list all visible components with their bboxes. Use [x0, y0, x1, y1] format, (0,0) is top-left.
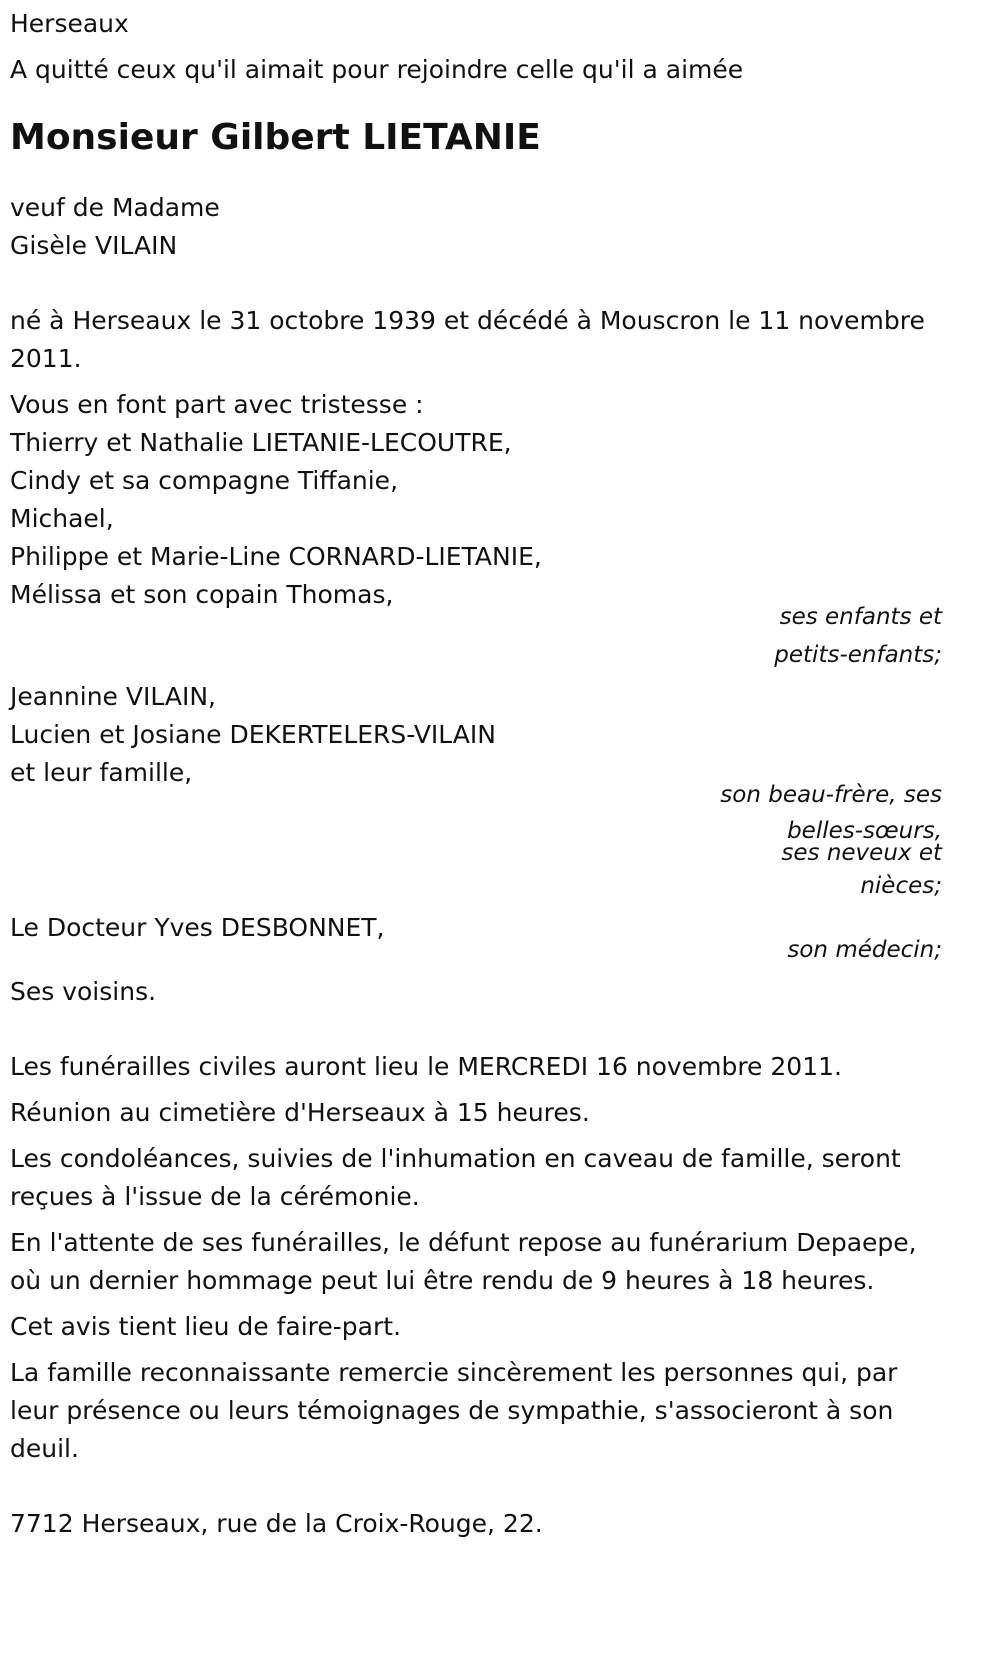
location-heading: Herseaux — [10, 9, 129, 38]
inlaws-role-4: nièces; — [860, 873, 942, 899]
condolences-text: Les condoléances, suivies de l'inhumation en caveau de famille, seront reçues à l'issue de la cérémonie. — [10, 1144, 901, 1211]
child-line: Thierry et Nathalie LIETANIE-LECOUTRE, — [10, 428, 512, 457]
child-line: Philippe et Marie-Line CORNARD-LIETANIE, — [10, 542, 542, 571]
widower-line-1: veuf de Madame — [10, 193, 220, 222]
subtitle-text: A quitté ceux qu'il aimait pour rejoindre celle qu'il a aimée — [10, 55, 744, 84]
inlaw-line: et leur famille, — [10, 758, 193, 787]
widower-line-2: Gisèle VILAIN — [10, 231, 178, 260]
inlaw-line: Lucien et Josiane DEKERTELERS-VILAIN — [10, 720, 496, 749]
child-line: Mélissa et son copain Thomas, — [10, 580, 394, 609]
neighbors-line: Ses voisins. — [10, 977, 157, 1006]
deceased-name: Monsieur Gilbert LIETANIE — [10, 117, 541, 158]
meeting-text: Réunion au cimetière d'Herseaux à 15 heures. — [10, 1098, 590, 1127]
inlaw-line: Jeannine VILAIN, — [10, 682, 216, 711]
doctor-line: Le Docteur Yves DESBONNET, — [10, 913, 385, 942]
children-role-1: ses enfants et — [779, 604, 942, 630]
inlaws-role-3: ses neveux et — [781, 840, 942, 866]
announcers-intro: Vous en font part avec tristesse : — [10, 390, 424, 419]
doctor-role: son médecin; — [787, 937, 942, 963]
funeral-date-text: Les funérailles civiles auront lieu le MERCREDI 16 novembre 2011. — [10, 1052, 842, 1081]
child-line: Cindy et sa compagne Tiffanie, — [10, 466, 399, 495]
obituary-document — [10, 0, 942, 1543]
inlaws-role-1: son beau-frère, ses — [720, 782, 942, 808]
viewing-text: En l'attente de ses funérailles, le défunt repose au funérarium Depaepe, où un dernier hommage peut lui être rendu de 9 heures à 18 heures. — [10, 1228, 917, 1295]
inlaws-role-2: belles-sœurs, — [787, 818, 942, 844]
birth-death-text: né à Herseaux le 31 octobre 1939 et décédé à Mouscron le 11 novembre 2011. — [10, 306, 925, 373]
address-text: 7712 Herseaux, rue de la Croix-Rouge, 22. — [10, 1509, 543, 1538]
children-role-2: petits-enfants; — [774, 642, 942, 668]
child-line: Michael, — [10, 504, 114, 533]
thanks-text: La famille reconnaissante remercie sincèrement les personnes qui, par leur présence ou leurs témoignages de sympathie, s'associeront à son deuil. — [10, 1358, 898, 1463]
notice-text: Cet avis tient lieu de faire-part. — [10, 1312, 402, 1341]
